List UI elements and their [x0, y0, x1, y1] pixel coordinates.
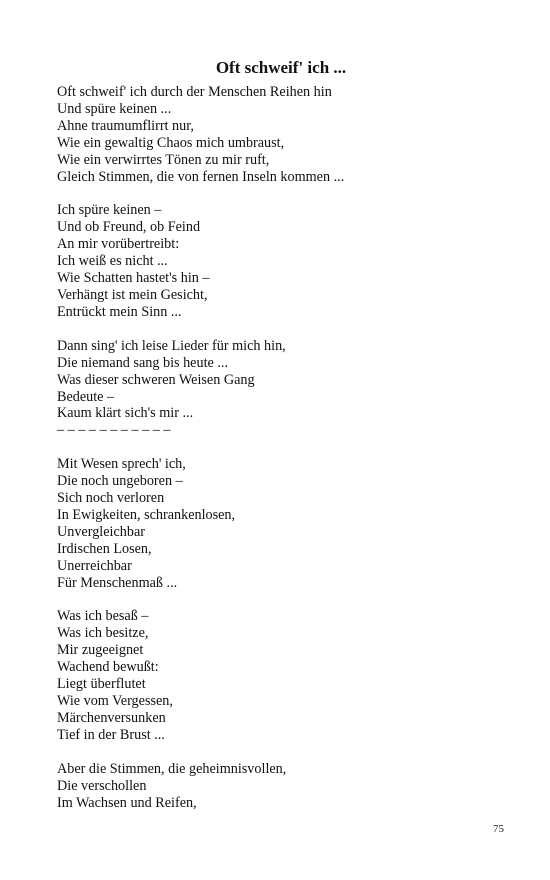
poem-line: Die niemand sang bis heute ...	[57, 354, 228, 371]
stanza	[57, 202, 517, 320]
poem-line: Bedeute –	[57, 388, 115, 405]
poem-line: Märchenversunken	[57, 709, 166, 726]
poem-line: Mir zugeeignet	[57, 642, 144, 659]
poem-line: Aber die Stimmen, die geheimnisvollen,	[57, 760, 287, 777]
poem-line: – – – – – – – – – – –	[57, 422, 171, 439]
poem-body	[57, 84, 517, 828]
poem-line: Ich weiß es nicht ...	[57, 253, 168, 270]
poem-line: Gleich Stimmen, die von fernen Inseln kommen ...	[57, 168, 345, 185]
stanza	[57, 84, 517, 185]
poem-line: Mit Wesen sprech' ich,	[57, 456, 186, 473]
poem-line: Tief in der Brust ...	[57, 726, 165, 743]
poem-line: Unerreichbar	[57, 557, 132, 574]
poem-line: Für Menschenmaß ...	[57, 574, 178, 591]
poem-line: Die noch ungeboren –	[57, 473, 183, 490]
poem-line: Irdischen Losen,	[57, 540, 152, 557]
poem-line: Ich spüre keinen –	[57, 202, 162, 219]
poem-line: Entrückt mein Sinn ...	[57, 303, 182, 320]
page-number: 75	[493, 823, 504, 835]
poem-line: Wie vom Vergessen,	[57, 693, 173, 709]
stanza	[57, 456, 517, 591]
poem-line: Was ich besaß –	[57, 608, 149, 625]
poem-line: Oft schweif' ich durch der Menschen Reihen hin	[57, 84, 332, 100]
poem-line: Die verschollen	[57, 777, 147, 794]
poem-line: Unvergleichbar	[57, 523, 145, 540]
poem-line: Und ob Freund, ob Feind	[57, 219, 201, 236]
poem-line: Verhängt ist mein Gesicht,	[57, 286, 208, 303]
poem-line: Wie ein gewaltig Chaos mich umbraust,	[57, 134, 285, 151]
poem-line: Liegt überflutet	[57, 676, 146, 693]
poem-line: Sich noch verloren	[57, 490, 165, 507]
poem-line: Ahne traumumflirrt nur,	[57, 117, 194, 134]
stanza	[57, 761, 517, 812]
poem-title: Oft schweif' ich ...	[215, 58, 347, 77]
poem-line: Was dieser schweren Weisen Gang	[57, 371, 255, 388]
poem-line: Kaum klärt sich's mir ...	[57, 405, 194, 422]
poem-line: Und spüre keinen ...	[57, 100, 172, 117]
poem-line: Wie Schatten hastet's hin –	[57, 270, 210, 287]
poem-line: An mir vorübertreibt:	[57, 236, 180, 253]
poem-line: Dann sing' ich leise Lieder für mich hin,	[57, 337, 286, 354]
poem-line: Wachend bewußt:	[57, 659, 159, 676]
poem-line: Wie ein verwirrtes Tönen zu mir ruft,	[57, 151, 270, 168]
stanza	[57, 608, 517, 743]
stanza	[57, 338, 517, 439]
poem-line: In Ewigkeiten, schrankenlosen,	[57, 506, 236, 523]
poem-line: Im Wachsen und Reifen,	[57, 794, 197, 811]
poem-line: Was ich besitze,	[57, 625, 149, 642]
